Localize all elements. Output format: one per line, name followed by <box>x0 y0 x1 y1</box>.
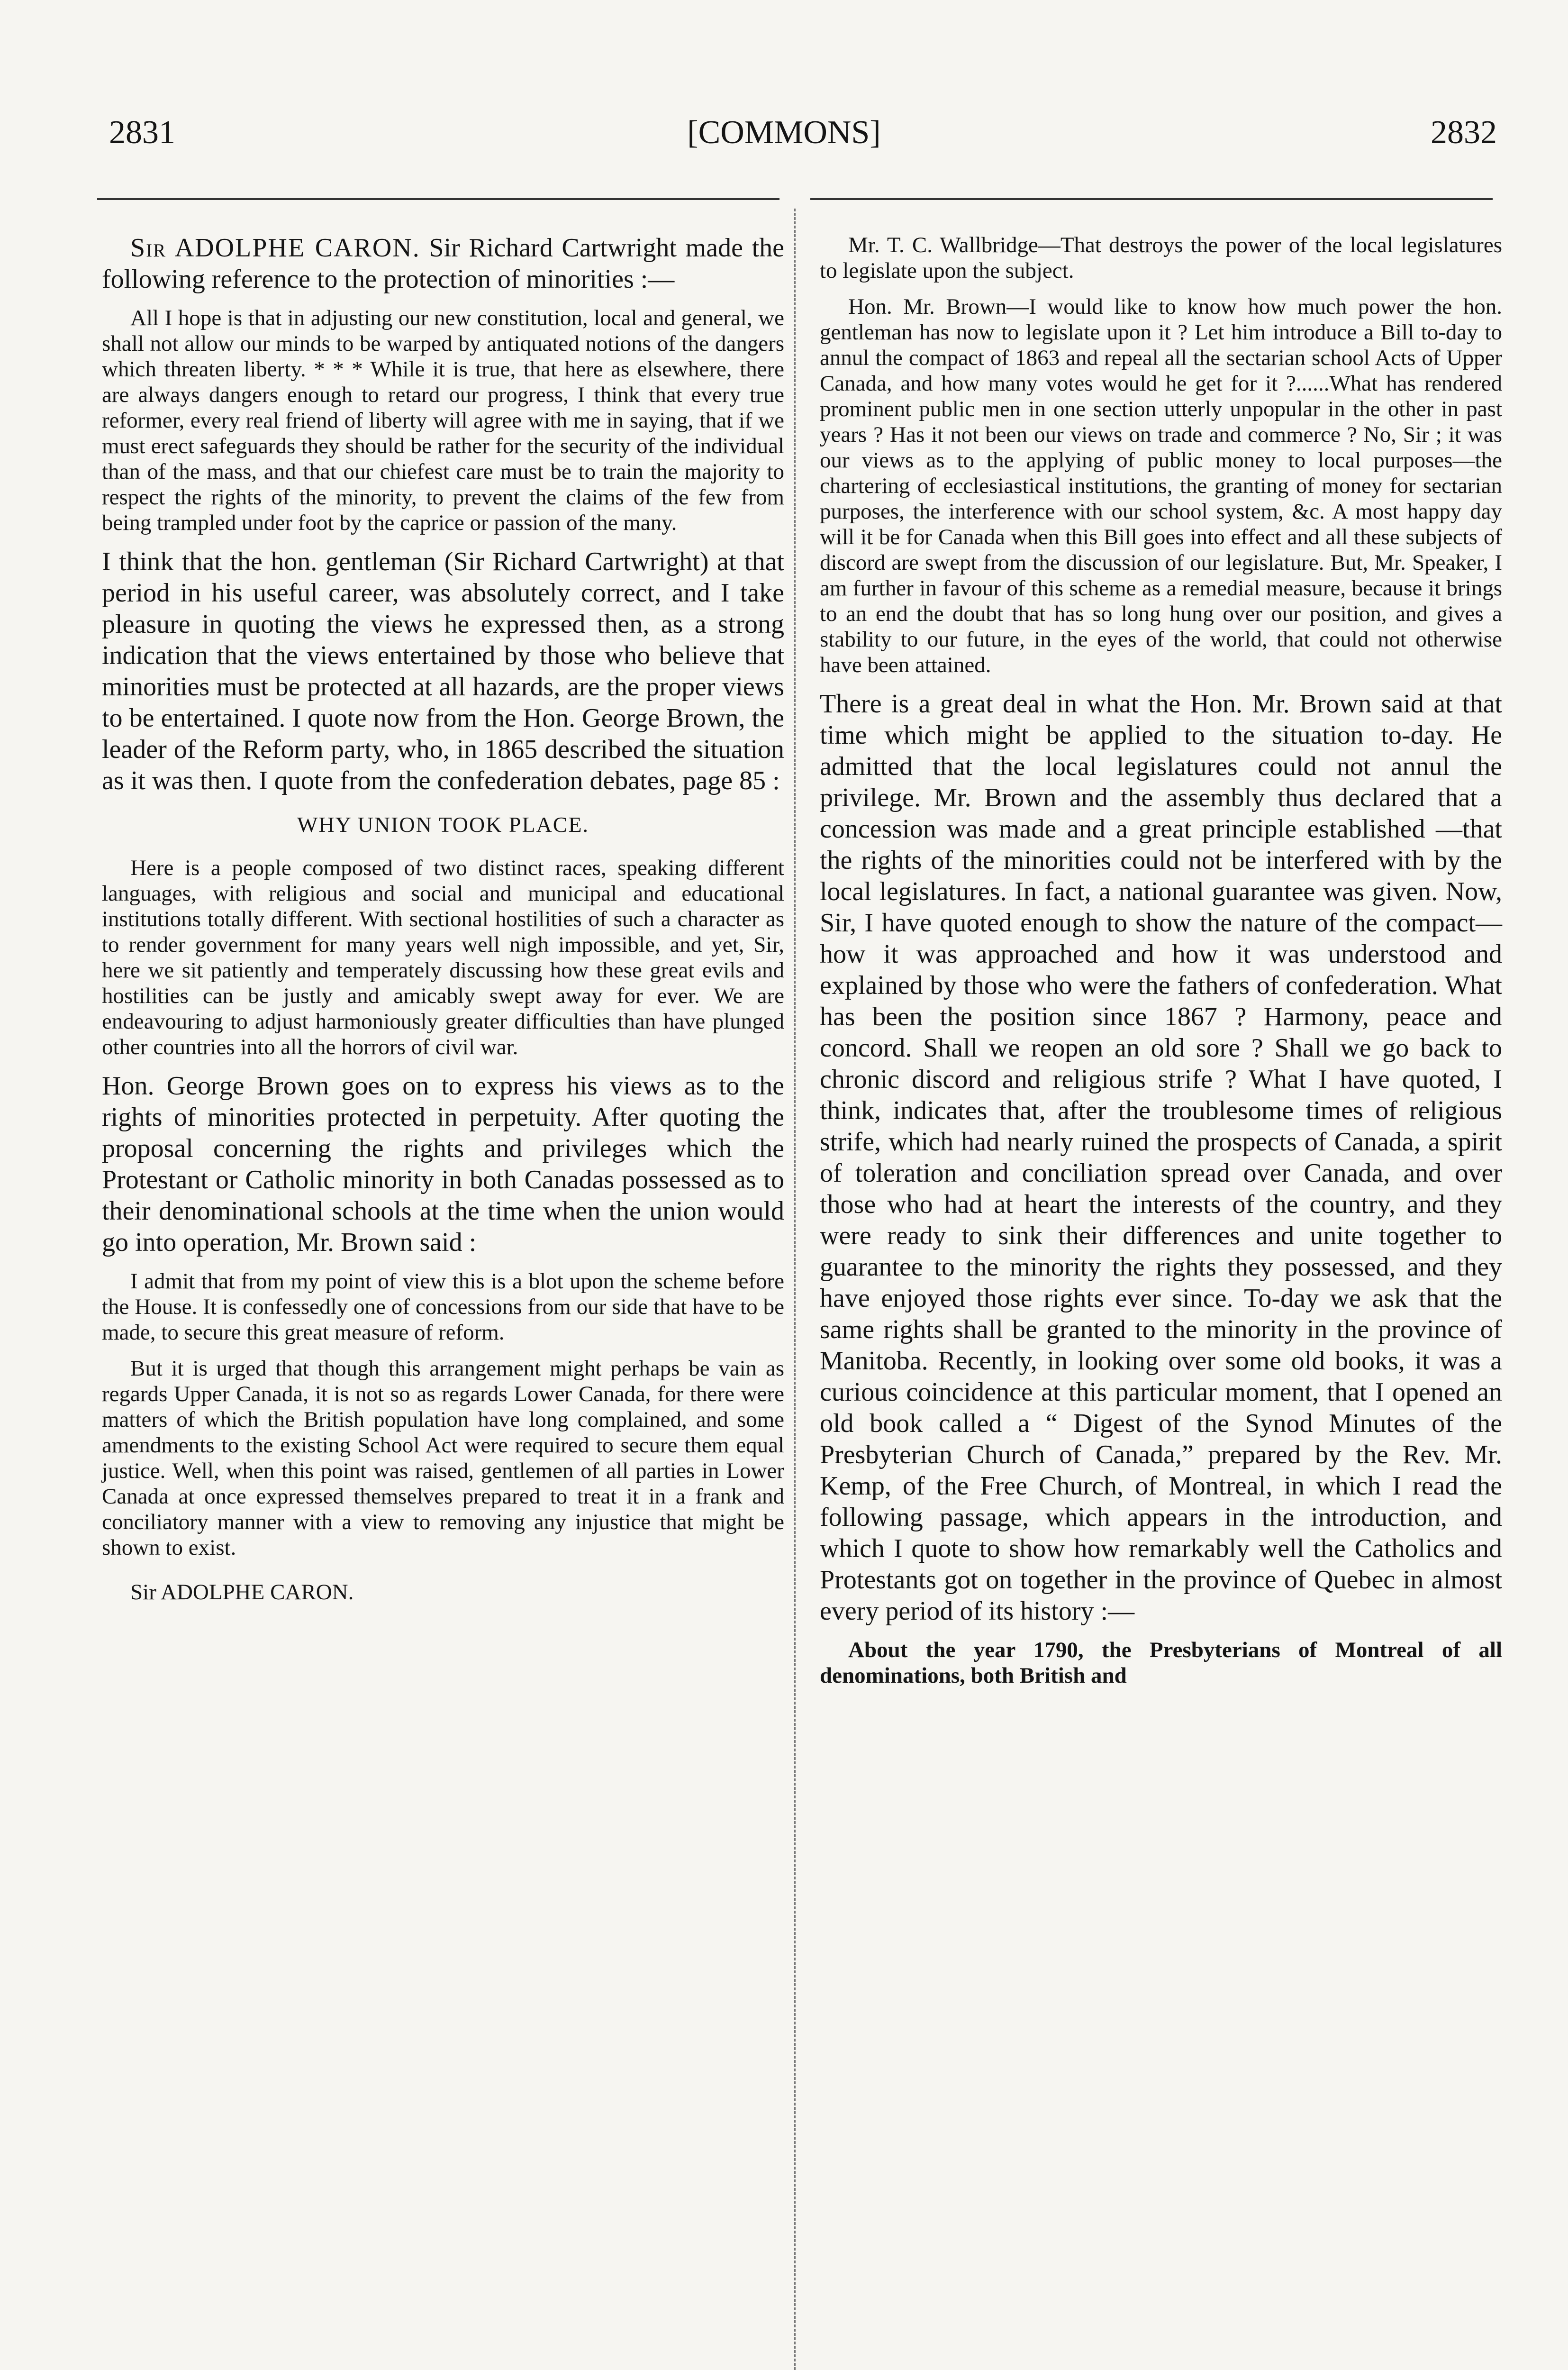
header-rule-left <box>97 198 779 200</box>
speaker-name: Sir ADOLPHE CARON. <box>130 233 420 263</box>
speaker-signature: Sir ADOLPHE CARON. <box>130 1580 354 1604</box>
quoted-passage: Here is a people composed of two distinct races, speaking different languages, with religious and social and municipal and educational institutions totally different. With sectional hostilities of such a character as to render government for many years well nigh impossible, and yet, Sir, here we sit patiently and temperately discussing how these great evils and hostilities can be justly and amicably swept away for ever. We are endeavouring to adjust harmoniously greater difficulties than have plunged other countries into all the horrors of civil war. <box>102 856 784 1059</box>
left-page-number: 2831 <box>109 114 175 151</box>
speech-paragraph <box>102 232 784 295</box>
quoted-passage: About the year 1790, the Presbyterians of Montreal of all denominations, both British and <box>820 1638 1502 1688</box>
page-header <box>0 114 1568 161</box>
right-page-number: 2832 <box>1431 114 1497 151</box>
left-column <box>102 232 784 1605</box>
section-heading: WHY UNION TOOK PLACE. <box>297 812 589 837</box>
quoted-passage: Mr. T. C. Wallbridge—That destroys the power of the local legislatures to legislate upon the subject. <box>820 233 1502 283</box>
speech-paragraph: There is a great deal in what the Hon. Mr. Brown said at that time which might be applied to the situation to-day. He admitted that the local legislatures could not annul the privilege. Mr. Brown and the assembly thus declared that a concession was made and a great principle established —that the rights of the minorities could not be interfered with by the local legislatures. In fact, a national guarantee was given. Now, Sir, I have quoted enough to show the nature of the compact—how it was approached and how it was understood and explained by those who were the fathers of confederation. What has been the position since 1867 ? Harmony, peace and concord. Shall we reopen an old sore ? Shall we go back to chronic discord and religious strife ? What I have quoted, I think, indicates that, after the troublesome times of religious strife, which had nearly ruined the prospects of Canada, a spirit of toleration and conciliation spread over Canada, and over those who had at heart the interests of the country, and they were ready to sink their differences and unite together to guarantee to the minority the rights they possessed, and they have enjoyed those rights ever since. To-day we ask that the same rights shall be granted to the minority in the province of Manitoba. Recently, in looking over some old books, it was a curious coincidence at this particular moment, that I opened an old book called a “ Digest of the Synod Minutes of the Presbyterian Church of Canada,” prepared by the Rev. Mr. Kemp, of the Free Church, of Montreal, in which I read the following passage, which appears in the introduction, and which I quote to show how remarkably well the Catholics and Protestants got on together in the province of Quebec in almost every period of its history :— <box>820 689 1502 1626</box>
speech-paragraph: Hon. George Brown goes on to express his views as to the rights of minorities protected in perpetuity. After quoting the proposal concerning the rights and privileges which the Protestant or Catholic minority in both Canadas possessed as to their denominational schools at the time when the union would go into operation, Mr. Brown said : <box>102 1071 784 1257</box>
column-divider <box>794 209 796 2370</box>
quoted-passage: I admit that from my point of view this is a blot upon the scheme before the House. It is confessedly one of concessions from our side that have to be made, to secure this great measure of reform. <box>102 1269 784 1345</box>
speech-paragraph: I think that the hon. gentleman (Sir Richard Cartwright) at that period in his useful career, was absolutely correct, and I take pleasure in quoting the views he expressed then, as a strong indication that the views entertained by those who believe that minorities must be protected at all hazards, are the proper views to be entertained. I quote now from the Hon. George Brown, the leader of the Reform party, who, in 1865 described the situation as it was then. I quote from the confederation debates, page 85 : <box>102 547 784 795</box>
quoted-passage: But it is urged that though this arrangement might perhaps be vain as regards Upper Canada, it is not so as regards Lower Canada, for there were matters of which the British population have long complained, and some amendments to the existing School Act were required to secure them equal justice. Well, when this point was raised, gentlemen of all parties in Lower Canada at once expressed themselves prepared to treat it in a frank and conciliatory manner with a view to removing any injustice that might be shown to exist. <box>102 1356 784 1560</box>
running-head: [COMMONS] <box>687 114 881 151</box>
quoted-passage: Hon. Mr. Brown—I would like to know how much power the hon. gentleman has now to legislate upon it ? Let him introduce a Bill to-day to annul the compact of 1863 and repeal all the sectarian school Acts of Upper Canada, and how many votes would he get for it ?......What has rendered prominent public men in one section utterly unpopular in the other in past years ? Has it not been our views on trade and commerce ? No, Sir ; it was our views as to the applying of public money to local purposes—the chartering of ecclesiastical institutions, the granting of money for sectarian purposes, the interference with our school system, &c. A most happy day will it be for Canada when this Bill goes into effect and all these subjects of discord are swept from the discussion of our legislature. But, Mr. Speaker, I am further in favour of this scheme as a remedial measure, because it brings to an end the doubt that has so long hung over our position, and gives a stability to our future, in the eyes of the world, that could not otherwise have been attained. <box>820 294 1502 677</box>
quoted-passage: All I hope is that in adjusting our new constitution, local and general, we shall not allow our minds to be warped by antiquated notions of the dangers which threaten liberty. * * * While it is true, that here as elsewhere, there are always dangers enough to retard our progress, I think that every true reformer, every real friend of liberty will agree with me in saying, that if we must erect safeguards they should be rather for the security of the individual than of the mass, and that our chiefest care must be to train the majority to respect the rights of the minority, to prevent the claims of the few from being trampled under foot by the caprice or passion of the many. <box>102 306 784 535</box>
header-rule-right <box>810 198 1493 200</box>
right-column <box>820 232 1502 1699</box>
speech-text: Sir Richard Cartwright made the following reference to the protection of minorities :— <box>102 233 785 294</box>
